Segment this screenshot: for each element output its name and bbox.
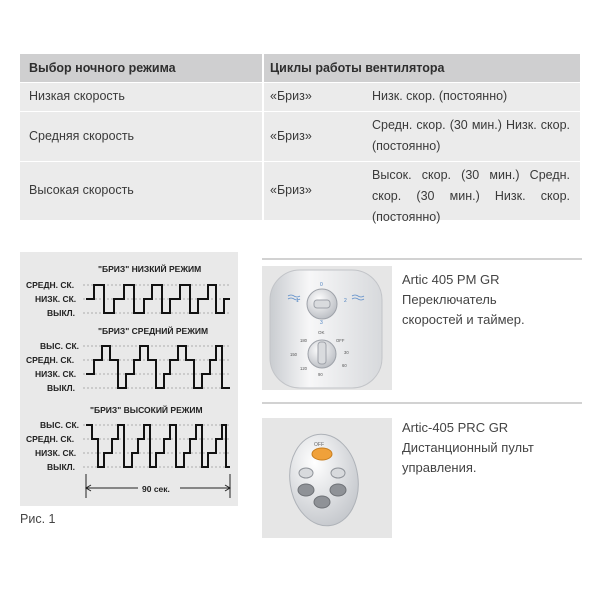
product-1-text (402, 270, 582, 330)
level-label: ВЫКЛ. (47, 462, 75, 472)
level-label: НИЗК. СК. (35, 294, 77, 304)
svg-text:120: 120 (300, 366, 307, 371)
svg-text:2: 2 (344, 298, 347, 304)
duration-label: 90 сек. (142, 484, 170, 494)
svg-text:3: 3 (320, 320, 323, 326)
product-2-desc-line2: управления. (402, 460, 477, 475)
panel-3-waveform (86, 425, 230, 467)
level-label: ВЫС. СК. (40, 420, 80, 430)
row-mode: Высокая скорость (29, 183, 134, 197)
table-row (20, 112, 580, 161)
speed-knob-grip (314, 300, 330, 308)
product-2-model: Artic-405 PRC GR (402, 420, 509, 435)
column-divider (262, 54, 264, 220)
header-cycles: Циклы работы вентилятора (270, 61, 445, 75)
remote-body (284, 430, 364, 531)
remote-button-e[interactable] (314, 496, 330, 508)
level-label: ВЫС. СК. (40, 341, 80, 351)
remote-button-c[interactable] (298, 484, 314, 496)
remote-off-label: OFF (314, 442, 324, 448)
product-divider (262, 402, 582, 404)
night-mode-table (20, 54, 580, 224)
product-2-text (402, 418, 582, 478)
power-button[interactable] (312, 448, 332, 460)
level-label: СРЕДН. СК. (26, 434, 75, 444)
panel-3-title: "БРИЗ" ВЫСОКИЙ РЕЖИМ (90, 405, 203, 415)
product-divider (262, 258, 582, 260)
figure-caption: Рис. 1 (20, 512, 56, 526)
breeze-diagram (20, 252, 238, 506)
header-mode: Выбор ночного режима (29, 61, 176, 75)
svg-text:OFF: OFF (336, 338, 345, 343)
table-header-row (20, 54, 580, 82)
row-breeze: «Бриз» (270, 183, 312, 197)
row-desc: Средн. скор. (30 мин.) Низк. скор. (постоянно) (372, 118, 570, 153)
svg-text:1: 1 (296, 298, 299, 304)
panel-2-title: "БРИЗ" СРЕДНИЙ РЕЖИМ (98, 326, 209, 336)
panel-2-waveform (86, 346, 230, 388)
table-row (20, 83, 580, 111)
product-2-desc-line1: Дистанционный пульт (402, 440, 534, 455)
remote-button-a[interactable] (299, 468, 313, 478)
timer-knob-grip (318, 342, 326, 364)
table-row (20, 162, 580, 224)
product-1-desc-line2: скоростей и таймер. (402, 312, 525, 327)
level-label: ВЫКЛ. (47, 383, 75, 393)
row-desc: Низк. скор. (постоянно) (372, 89, 508, 103)
svg-text:180: 180 (300, 338, 307, 343)
svg-text:30: 30 (344, 350, 349, 355)
timer-label: OK (318, 330, 325, 335)
remote-button-d[interactable] (330, 484, 346, 496)
row-desc: Высок. скор. (30 мин.) Средн. скор. (30 мин.) Низк. скор. (постоянно) (372, 168, 570, 224)
panel-1-title: "БРИЗ" НИЗКИЙ РЕЖИМ (98, 264, 202, 274)
row-mode: Низкая скорость (29, 89, 125, 103)
panel-body (270, 270, 382, 388)
control-panel-image (262, 266, 392, 390)
row-breeze: «Бриз» (270, 89, 312, 103)
product-1-model: Artic 405 PM GR (402, 272, 500, 287)
row-mode: Средняя скорость (29, 129, 135, 143)
level-label: НИЗК. СК. (35, 448, 77, 458)
remote-control-image (262, 418, 392, 538)
breeze-mode-figure (20, 252, 238, 506)
svg-text:60: 60 (342, 363, 347, 368)
svg-text:90: 90 (318, 372, 323, 377)
svg-text:150: 150 (290, 352, 297, 357)
svg-text:0: 0 (320, 282, 323, 288)
level-label: НИЗК. СК. (35, 369, 77, 379)
level-label: СРЕДН. СК. (26, 355, 75, 365)
row-breeze: «Бриз» (270, 129, 312, 143)
remote-button-b[interactable] (331, 468, 345, 478)
level-label: СРЕДН. СК. (26, 280, 75, 290)
level-label: ВЫКЛ. (47, 308, 75, 318)
product-1-desc-line1: Переключатель (402, 292, 497, 307)
